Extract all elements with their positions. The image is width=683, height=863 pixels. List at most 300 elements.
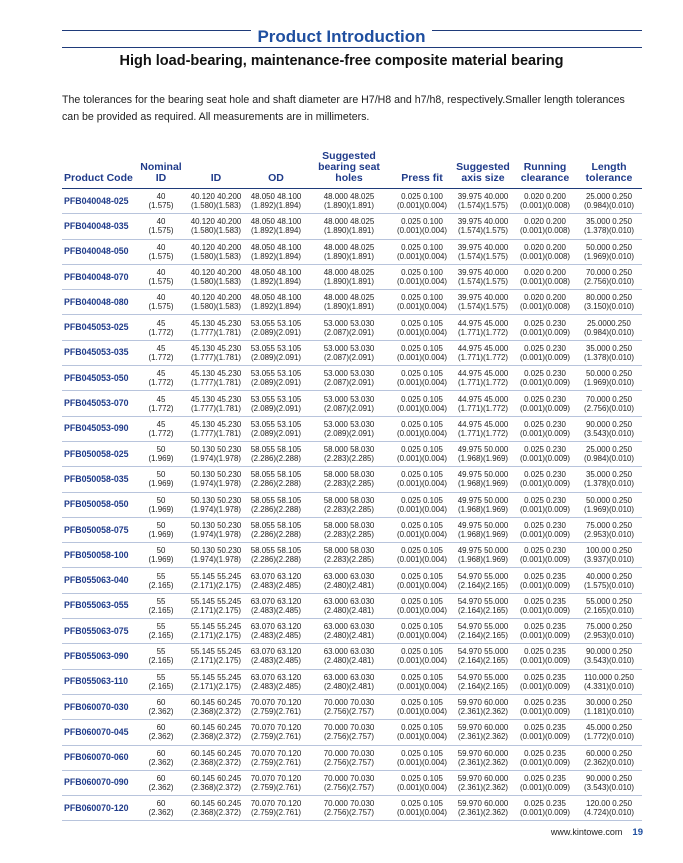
running-clearance-cell: [514, 290, 576, 315]
table-header-row: [62, 148, 642, 189]
od-cell: [246, 290, 306, 315]
running-clearance-cell: [514, 391, 576, 416]
axis-size-cell: [452, 416, 514, 441]
nominal-id-cell: [136, 340, 186, 365]
nominal-id-mm: 55: [156, 672, 166, 682]
press-fit-mm: 0.025 0.105: [401, 470, 443, 480]
running-clearance-cell: [514, 264, 576, 289]
nominal-id-cell: [136, 770, 186, 795]
seat-holes-mm: 53.000 53.030: [323, 419, 375, 429]
axis-size-mm: 54.970 55.000: [457, 571, 509, 581]
product-code-cell: PFB040048-080: [62, 290, 136, 315]
seat-holes-mm: 63.000 63.030: [323, 571, 375, 581]
id-mm: 50.130 50.230: [190, 470, 242, 480]
nominal-id-cell: [136, 517, 186, 542]
nominal-id-cell: [136, 720, 186, 745]
seat-holes-mm: 53.000 53.030: [323, 343, 375, 353]
nominal-id-mm: 40: [156, 293, 166, 303]
id-cell: [186, 214, 246, 239]
id-inch: (1.580)(1.583): [190, 226, 241, 236]
nominal-id-inch: (1.969): [148, 555, 174, 565]
length-tolerance-mm: 80.000 0.250: [585, 293, 633, 303]
od-inch: (2.089)(2.091): [250, 352, 301, 362]
length-tolerance-cell: [576, 593, 642, 618]
axis-size-mm: 39.975 40.000: [457, 268, 509, 278]
length-tolerance-cell: [576, 543, 642, 568]
id-inch: (1.974)(1.978): [190, 504, 241, 514]
table-row: [62, 264, 642, 289]
od-cell: [246, 796, 306, 821]
od-cell: [246, 391, 306, 416]
seat-holes-inch: (2.087)(2.091): [323, 352, 374, 362]
id-inch: (1.777)(1.781): [190, 428, 241, 438]
length-tolerance-inch: (1.772)(0.010): [583, 732, 634, 742]
running-clearance-mm: 0.020 0.200: [524, 217, 566, 227]
length-tolerance-cell: [576, 619, 642, 644]
id-mm: 55.145 55.245: [190, 596, 242, 606]
press-fit-cell: [392, 619, 452, 644]
axis-size-cell: [452, 796, 514, 821]
axis-size-cell: [452, 340, 514, 365]
id-cell: [186, 441, 246, 466]
od-mm: 53.055 53.105: [250, 343, 302, 353]
table-row: [62, 644, 642, 669]
press-fit-inch: (0.001)(0.004): [396, 352, 447, 362]
nominal-id-cell: [136, 366, 186, 391]
od-inch: (2.483)(2.485): [250, 656, 301, 666]
press-fit-inch: (0.001)(0.004): [396, 327, 447, 337]
nominal-id-cell: [136, 441, 186, 466]
id-inch: (2.368)(2.372): [190, 808, 241, 818]
running-clearance-inch: (0.001)(0.009): [519, 707, 570, 717]
length-tolerance-inch: (3.543)(0.010): [583, 782, 634, 792]
axis-size-inch: (1.968)(1.969): [457, 555, 508, 565]
axis-size-mm: 49.975 50.000: [457, 495, 509, 505]
nominal-id-cell: [136, 593, 186, 618]
running-clearance-inch: (0.001)(0.008): [519, 302, 570, 312]
nominal-id-cell: [136, 543, 186, 568]
running-clearance-inch: (0.001)(0.009): [519, 352, 570, 362]
od-cell: [246, 189, 306, 214]
seat-holes-cell: [306, 340, 392, 365]
seat-holes-cell: [306, 315, 392, 340]
length-tolerance-cell: [576, 416, 642, 441]
nominal-id-inch: (1.969): [148, 454, 174, 464]
od-inch: (2.286)(2.288): [250, 454, 301, 464]
seat-holes-cell: [306, 619, 392, 644]
id-cell: [186, 189, 246, 214]
axis-size-inch: (1.771)(1.772): [457, 352, 508, 362]
od-cell: [246, 669, 306, 694]
running-clearance-cell: [514, 416, 576, 441]
press-fit-inch: (0.001)(0.004): [396, 656, 447, 666]
od-cell: [246, 239, 306, 264]
id-cell: [186, 391, 246, 416]
length-tolerance-mm: 35.000 0.250: [585, 343, 633, 353]
length-tolerance-cell: [576, 214, 642, 239]
press-fit-cell: [392, 492, 452, 517]
id-cell: [186, 315, 246, 340]
running-clearance-mm: 0.025 0.230: [524, 369, 566, 379]
nominal-id-cell: [136, 264, 186, 289]
od-mm: 53.055 53.105: [250, 369, 302, 379]
id-cell: [186, 543, 246, 568]
seat-holes-inch: (2.087)(2.091): [323, 378, 374, 388]
length-tolerance-cell: [576, 189, 642, 214]
axis-size-mm: 54.970 55.000: [457, 596, 509, 606]
nominal-id-cell: [136, 492, 186, 517]
od-inch: (1.892)(1.894): [250, 251, 301, 261]
length-tolerance-inch: (2.165)(0.010): [583, 605, 634, 615]
running-clearance-mm: 0.020 0.200: [524, 242, 566, 252]
od-mm: 48.050 48.100: [250, 192, 302, 202]
seat-holes-inch: (1.890)(1.891): [323, 302, 374, 312]
seat-holes-cell: [306, 416, 392, 441]
seat-holes-mm: 58.000 58.030: [323, 470, 375, 480]
nominal-id-inch: (1.575): [148, 226, 174, 236]
product-code-cell: PFB055063-040: [62, 568, 136, 593]
intro-paragraph: The tolerances for the bearing seat hole and shaft diameter are H7/H8 and h7/h8, respectively.Smaller length tolerances can be provided as required. All measurements are in millimeters.: [62, 94, 625, 123]
product-code-cell: PFB040048-070: [62, 264, 136, 289]
table-row: [62, 391, 642, 416]
nominal-id-cell: [136, 796, 186, 821]
running-clearance-inch: (0.001)(0.009): [519, 631, 570, 641]
length-tolerance-mm: 70.000 0.250: [585, 394, 633, 404]
running-clearance-inch: (0.001)(0.009): [519, 656, 570, 666]
id-cell: [186, 239, 246, 264]
id-mm: 55.145 55.245: [190, 672, 242, 682]
press-fit-cell: [392, 694, 452, 719]
id-mm: 60.145 60.245: [190, 698, 242, 708]
nominal-id-inch: (2.165): [148, 631, 174, 641]
press-fit-inch: (0.001)(0.004): [396, 504, 447, 514]
axis-size-mm: 44.975 45.000: [457, 318, 509, 328]
axis-size-mm: 59.970 60.000: [457, 748, 509, 758]
product-code-cell: PFB045053-070: [62, 391, 136, 416]
nominal-id-mm: 55: [156, 571, 166, 581]
press-fit-inch: (0.001)(0.004): [396, 808, 447, 818]
press-fit-cell: [392, 391, 452, 416]
length-tolerance-cell: [576, 694, 642, 719]
axis-size-mm: 59.970 60.000: [457, 799, 509, 809]
id-cell: [186, 416, 246, 441]
press-fit-mm: 0.025 0.105: [401, 343, 443, 353]
press-fit-inch: (0.001)(0.004): [396, 277, 447, 287]
nominal-id-cell: [136, 644, 186, 669]
running-clearance-inch: (0.001)(0.008): [519, 201, 570, 211]
running-clearance-cell: [514, 796, 576, 821]
running-clearance-cell: [514, 189, 576, 214]
nominal-id-mm: 60: [156, 723, 166, 733]
length-tolerance-inch: (4.331)(0.010): [583, 681, 634, 691]
product-code-cell: PFB045053-090: [62, 416, 136, 441]
seat-holes-inch: (1.890)(1.891): [323, 226, 374, 236]
running-clearance-inch: (0.001)(0.009): [519, 580, 570, 590]
od-mm: 58.055 58.105: [250, 521, 302, 530]
col-header-press-fit: Press fit: [392, 148, 452, 189]
product-code-cell: PFB060070-030: [62, 694, 136, 719]
axis-size-cell: [452, 441, 514, 466]
axis-size-cell: [452, 214, 514, 239]
id-inch: (2.171)(2.175): [190, 605, 241, 615]
od-inch: (2.286)(2.288): [250, 504, 301, 514]
od-inch: (2.759)(2.761): [250, 732, 301, 742]
seat-holes-inch: (2.480)(2.481): [323, 580, 374, 590]
axis-size-mm: 49.975 50.000: [457, 546, 509, 556]
axis-size-inch: (1.574)(1.575): [457, 251, 508, 261]
id-cell: [186, 745, 246, 770]
press-fit-mm: 0.025 0.105: [401, 748, 443, 758]
press-fit-mm: 0.025 0.100: [401, 293, 443, 303]
press-fit-cell: [392, 239, 452, 264]
axis-size-inch: (2.164)(2.165): [457, 631, 508, 641]
id-cell: [186, 644, 246, 669]
od-mm: 70.070 70.120: [250, 748, 302, 758]
length-tolerance-mm: 50.000 0.250: [585, 242, 633, 252]
page-subtitle: High load-bearing, maintenance-free composite material bearing: [119, 53, 564, 69]
id-mm: 55.145 55.245: [190, 622, 242, 632]
length-tolerance-mm: 25.000 0.250: [585, 445, 633, 455]
length-tolerance-mm: 90.000 0.250: [585, 773, 633, 783]
length-tolerance-cell: [576, 770, 642, 795]
id-inch: (1.974)(1.978): [190, 479, 241, 489]
seat-holes-mm: 58.000 58.030: [323, 445, 375, 455]
axis-size-mm: 59.970 60.000: [457, 723, 509, 733]
press-fit-cell: [392, 366, 452, 391]
table-row: [62, 745, 642, 770]
table-row: [62, 214, 642, 239]
running-clearance-inch: (0.001)(0.009): [519, 454, 570, 464]
press-fit-mm: 0.025 0.100: [401, 217, 443, 227]
seat-holes-inch: (2.089)(2.091): [323, 428, 374, 438]
running-clearance-inch: (0.001)(0.009): [519, 327, 570, 337]
od-mm: 58.055 58.105: [250, 470, 302, 480]
nominal-id-mm: 55: [156, 647, 166, 657]
running-clearance-cell: [514, 315, 576, 340]
seat-holes-cell: [306, 264, 392, 289]
id-inch: (1.974)(1.978): [190, 454, 241, 464]
od-mm: 63.070 63.120: [250, 647, 302, 657]
nominal-id-inch: (2.165): [148, 681, 174, 691]
od-cell: [246, 492, 306, 517]
running-clearance-inch: (0.001)(0.009): [519, 403, 570, 413]
running-clearance-inch: (0.001)(0.009): [519, 479, 570, 489]
length-tolerance-mm: 40.000 0.250: [585, 571, 633, 581]
press-fit-inch: (0.001)(0.004): [396, 631, 447, 641]
seat-holes-cell: [306, 366, 392, 391]
table-row: [62, 366, 642, 391]
nominal-id-mm: 50: [156, 521, 166, 530]
id-cell: [186, 366, 246, 391]
od-mm: 48.050 48.100: [250, 217, 302, 227]
id-mm: 50.130 50.230: [190, 495, 242, 505]
nominal-id-cell: [136, 694, 186, 719]
od-inch: (2.759)(2.761): [250, 782, 301, 792]
axis-size-inch: (2.361)(2.362): [457, 782, 508, 792]
table-row: [62, 669, 642, 694]
od-mm: 70.070 70.120: [250, 799, 302, 809]
seat-holes-mm: 63.000 63.030: [323, 647, 375, 657]
od-mm: 48.050 48.100: [250, 242, 302, 252]
axis-size-cell: [452, 745, 514, 770]
id-mm: 50.130 50.230: [190, 521, 242, 530]
id-mm: 50.130 50.230: [190, 546, 242, 556]
running-clearance-inch: (0.001)(0.009): [519, 605, 570, 615]
od-mm: 58.055 58.105: [250, 445, 302, 455]
length-tolerance-inch: (2.362)(0.010): [583, 757, 634, 767]
seat-holes-inch: (2.480)(2.481): [323, 656, 374, 666]
nominal-id-mm: 45: [156, 419, 166, 429]
running-clearance-cell: [514, 619, 576, 644]
press-fit-cell: [392, 214, 452, 239]
od-inch: (1.892)(1.894): [250, 201, 301, 211]
id-mm: 55.145 55.245: [190, 571, 242, 581]
press-fit-inch: (0.001)(0.004): [396, 555, 447, 565]
id-cell: [186, 593, 246, 618]
press-fit-inch: (0.001)(0.004): [396, 403, 447, 413]
seat-holes-inch: (2.283)(2.285): [323, 530, 374, 539]
length-tolerance-inch: (1.181)(0.010): [583, 707, 634, 717]
seat-holes-cell: [306, 593, 392, 618]
press-fit-mm: 0.025 0.105: [401, 773, 443, 783]
seat-holes-cell: [306, 189, 392, 214]
nominal-id-mm: 60: [156, 773, 166, 783]
running-clearance-cell: [514, 644, 576, 669]
nominal-id-cell: [136, 619, 186, 644]
length-tolerance-cell: [576, 745, 642, 770]
press-fit-inch: (0.001)(0.004): [396, 757, 447, 767]
od-inch: (1.892)(1.894): [250, 226, 301, 236]
running-clearance-inch: (0.001)(0.009): [519, 782, 570, 792]
nominal-id-cell: [136, 568, 186, 593]
nominal-id-cell: [136, 315, 186, 340]
table-row: [62, 720, 642, 745]
length-tolerance-mm: 120.00 0.250: [585, 799, 633, 809]
nominal-id-inch: (1.772): [148, 327, 174, 337]
press-fit-inch: (0.001)(0.004): [396, 530, 447, 539]
running-clearance-mm: 0.025 0.235: [524, 698, 566, 708]
product-code-cell: PFB055063-055: [62, 593, 136, 618]
id-mm: 45.130 45.230: [190, 419, 242, 429]
id-cell: [186, 720, 246, 745]
table-row: [62, 239, 642, 264]
length-tolerance-cell: [576, 366, 642, 391]
axis-size-mm: 44.975 45.000: [457, 369, 509, 379]
axis-size-mm: 54.970 55.000: [457, 647, 509, 657]
length-tolerance-inch: (3.150)(0.010): [583, 302, 634, 312]
press-fit-inch: (0.001)(0.004): [396, 605, 447, 615]
id-mm: 60.145 60.245: [190, 799, 242, 809]
axis-size-inch: (1.771)(1.772): [457, 428, 508, 438]
table-row: [62, 796, 642, 821]
running-clearance-cell: [514, 467, 576, 492]
seat-holes-inch: (1.890)(1.891): [323, 251, 374, 261]
od-mm: 53.055 53.105: [250, 318, 302, 328]
running-clearance-mm: 0.025 0.230: [524, 546, 566, 556]
axis-size-inch: (2.164)(2.165): [457, 656, 508, 666]
seat-holes-inch: (2.283)(2.285): [323, 555, 374, 565]
running-clearance-mm: 0.025 0.230: [524, 521, 566, 530]
nominal-id-inch: (2.165): [148, 605, 174, 615]
length-tolerance-inch: (1.378)(0.010): [583, 226, 634, 236]
od-mm: 70.070 70.120: [250, 723, 302, 733]
seat-holes-inch: (1.890)(1.891): [323, 201, 374, 211]
press-fit-inch: (0.001)(0.004): [396, 378, 447, 388]
nominal-id-cell: [136, 214, 186, 239]
press-fit-mm: 0.025 0.100: [401, 192, 443, 202]
table-row: [62, 315, 642, 340]
table-body: [62, 189, 642, 821]
seat-holes-inch: (2.756)(2.757): [323, 757, 374, 767]
page-title-text: Product Introduction: [251, 27, 431, 46]
seat-holes-cell: [306, 239, 392, 264]
running-clearance-mm: 0.025 0.230: [524, 419, 566, 429]
press-fit-cell: [392, 770, 452, 795]
axis-size-cell: [452, 239, 514, 264]
table-row: [62, 593, 642, 618]
axis-size-inch: (1.574)(1.575): [457, 277, 508, 287]
axis-size-mm: 44.975 45.000: [457, 343, 509, 353]
od-mm: 63.070 63.120: [250, 596, 302, 606]
id-mm: 40.120 40.200: [190, 192, 242, 202]
id-mm: 60.145 60.245: [190, 723, 242, 733]
nominal-id-inch: (2.362): [148, 707, 174, 717]
od-mm: 53.055 53.105: [250, 394, 302, 404]
nominal-id-inch: (1.772): [148, 428, 174, 438]
id-inch: (2.171)(2.175): [190, 681, 241, 691]
nominal-id-mm: 40: [156, 217, 166, 227]
seat-holes-mm: 70.000 70.030: [323, 748, 375, 758]
running-clearance-mm: 0.025 0.235: [524, 799, 566, 809]
od-inch: (2.483)(2.485): [250, 605, 301, 615]
running-clearance-cell: [514, 543, 576, 568]
length-tolerance-cell: [576, 568, 642, 593]
id-inch: (1.777)(1.781): [190, 352, 241, 362]
running-clearance-inch: (0.001)(0.009): [519, 732, 570, 742]
nominal-id-mm: 60: [156, 748, 166, 758]
length-tolerance-cell: [576, 290, 642, 315]
id-cell: [186, 669, 246, 694]
nominal-id-mm: 45: [156, 318, 166, 328]
id-cell: [186, 492, 246, 517]
axis-size-cell: [452, 644, 514, 669]
seat-holes-mm: 70.000 70.030: [323, 799, 375, 809]
od-inch: (1.892)(1.894): [250, 277, 301, 287]
nominal-id-mm: 60: [156, 698, 166, 708]
length-tolerance-mm: 50.000 0.250: [585, 495, 633, 505]
nominal-id-mm: 50: [156, 495, 166, 505]
id-cell: [186, 290, 246, 315]
seat-holes-cell: [306, 214, 392, 239]
press-fit-inch: (0.001)(0.004): [396, 580, 447, 590]
id-inch: (1.580)(1.583): [190, 302, 241, 312]
running-clearance-cell: [514, 214, 576, 239]
axis-size-mm: 59.970 60.000: [457, 698, 509, 708]
press-fit-mm: 0.025 0.100: [401, 268, 443, 278]
press-fit-cell: [392, 644, 452, 669]
press-fit-cell: [392, 593, 452, 618]
nominal-id-mm: 40: [156, 242, 166, 252]
nominal-id-mm: 45: [156, 394, 166, 404]
running-clearance-cell: [514, 694, 576, 719]
seat-holes-cell: [306, 441, 392, 466]
axis-size-cell: [452, 720, 514, 745]
seat-holes-mm: 48.000 48.025: [323, 192, 375, 202]
axis-size-mm: 54.970 55.000: [457, 672, 509, 682]
id-mm: 45.130 45.230: [190, 394, 242, 404]
axis-size-mm: 49.975 50.000: [457, 470, 509, 480]
length-tolerance-inch: (2.756)(0.010): [583, 277, 634, 287]
